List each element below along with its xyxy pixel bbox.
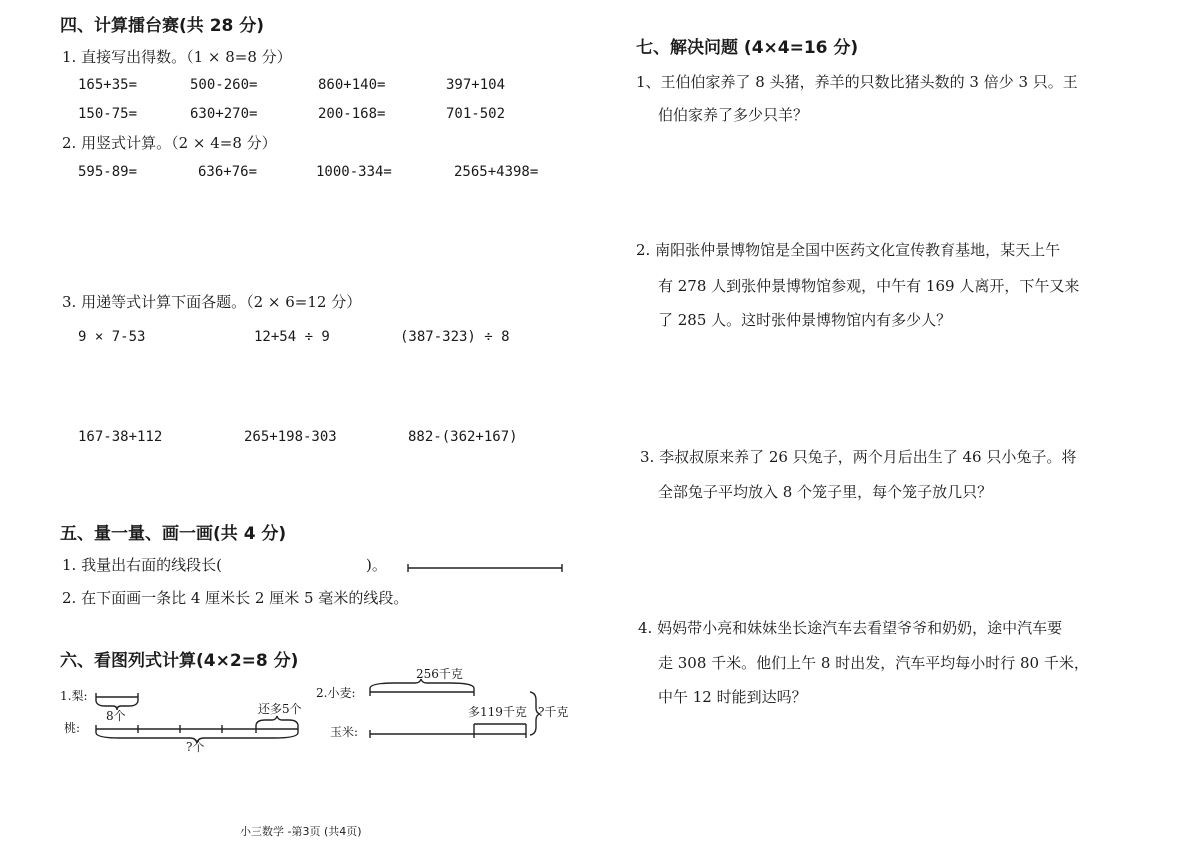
expr: 167-38+112 xyxy=(78,429,163,445)
problem-4-line-1: 4. 妈妈带小亮和妹妹坐长途汽车去看望爷爷和奶奶，途中汽车要 xyxy=(638,619,1063,637)
expr: 200-168= xyxy=(318,106,386,122)
expr: 500-260= xyxy=(190,77,258,93)
expr: 636+76= xyxy=(198,164,258,180)
section-4-heading: 四、计算擂台赛(共 28 分) xyxy=(60,16,265,36)
expr: 882-(362+167) xyxy=(408,429,518,445)
page-footer: 小三数学 -第3页 (共4页) xyxy=(240,825,362,838)
wheat-brace xyxy=(370,679,474,688)
corn-label: 玉米: xyxy=(330,725,359,739)
expr: 397+104 xyxy=(446,77,506,93)
wheat-amount-label: 256千克 xyxy=(416,667,463,681)
pear-count-label: 8个 xyxy=(106,709,126,723)
wheat-label: 2.小麦: xyxy=(316,686,356,700)
problem-3-line-1: 3. 李叔叔原来养了 26 只兔子，两个月后出生了 46 只小兔子。将 xyxy=(640,448,1077,466)
problem-2-line-1: 2. 南阳张仲景博物馆是全国中医药文化宣传教育基地，某天上午 xyxy=(636,241,1061,259)
expr: 860+140= xyxy=(318,77,386,93)
problem-1-line-2: 伯伯家养了多少只羊？ xyxy=(658,106,809,124)
expr: 150-75= xyxy=(78,106,138,122)
peach-label: 桃: xyxy=(64,721,81,735)
difference-label: 多119千克 xyxy=(468,705,527,719)
peach-total-brace xyxy=(96,733,298,743)
section-6-heading: 六、看图列式计算(4×2=8 分) xyxy=(60,651,299,671)
expr: 12+54 ÷ 9 xyxy=(254,329,330,345)
total-label: ?千克 xyxy=(538,705,569,719)
s5-q2-text: 2. 在下面画一条比 4 厘米长 2 厘米 5 毫米的线段。 xyxy=(62,589,409,607)
more-label: 还多5个 xyxy=(258,702,302,716)
expr: 595-89= xyxy=(78,164,138,180)
expr: (387-323) ÷ 8 xyxy=(400,329,510,345)
problem-3-line-2: 全部兔子平均放入 8 个笼子里，每个笼子放几只？ xyxy=(658,483,993,501)
s5-q1-close: )。 xyxy=(366,556,387,574)
s4-q3-title: 3. 用递等式计算下面各题。（2 × 6=12 分） xyxy=(62,293,362,311)
section-5-heading: 五、量一量、画一画(共 4 分) xyxy=(60,524,287,544)
pear-label: 1.梨: xyxy=(60,689,88,703)
expr: 630+270= xyxy=(190,106,258,122)
s4-q2-title: 2. 用竖式计算。（2 × 4=8 分） xyxy=(62,134,277,152)
problem-2-line-3: 了 285 人。这时张仲景博物馆内有多少人？ xyxy=(658,311,952,329)
expr: 701-502 xyxy=(446,106,506,122)
expr: 165+35= xyxy=(78,77,138,93)
expr: 2565+4398= xyxy=(454,164,539,180)
expr: 1000-334= xyxy=(316,164,392,180)
problem-4-line-2: 走 308 千米。他们上午 8 时出发，汽车平均每小时行 80 千米， xyxy=(658,654,1089,672)
s4-q1-title: 1. 直接写出得数。（1 × 8=8 分） xyxy=(62,48,292,66)
expr: 265+198-303 xyxy=(244,429,337,445)
expr: 9 × 7-53 xyxy=(78,329,146,345)
section-7-heading: 七、解决问题 (4×4=16 分) xyxy=(636,38,859,58)
problem-1-line-1: 1、王伯伯家养了 8 头猪，养羊的只数比猪头数的 3 倍少 3 只。王 xyxy=(636,73,1078,91)
total-label: ?个 xyxy=(186,740,205,754)
peach-extra-brace xyxy=(256,716,298,725)
pear-brace xyxy=(96,701,138,710)
corn-total-brace xyxy=(530,692,540,735)
s5-q1-text: 1. 我量出右面的线段长( xyxy=(62,556,222,574)
problem-2-line-2: 有 278 人到张仲景博物馆参观，中午有 169 人离开，下午又来 xyxy=(658,277,1080,295)
problem-4-line-3: 中午 12 时能到达吗？ xyxy=(658,688,807,706)
